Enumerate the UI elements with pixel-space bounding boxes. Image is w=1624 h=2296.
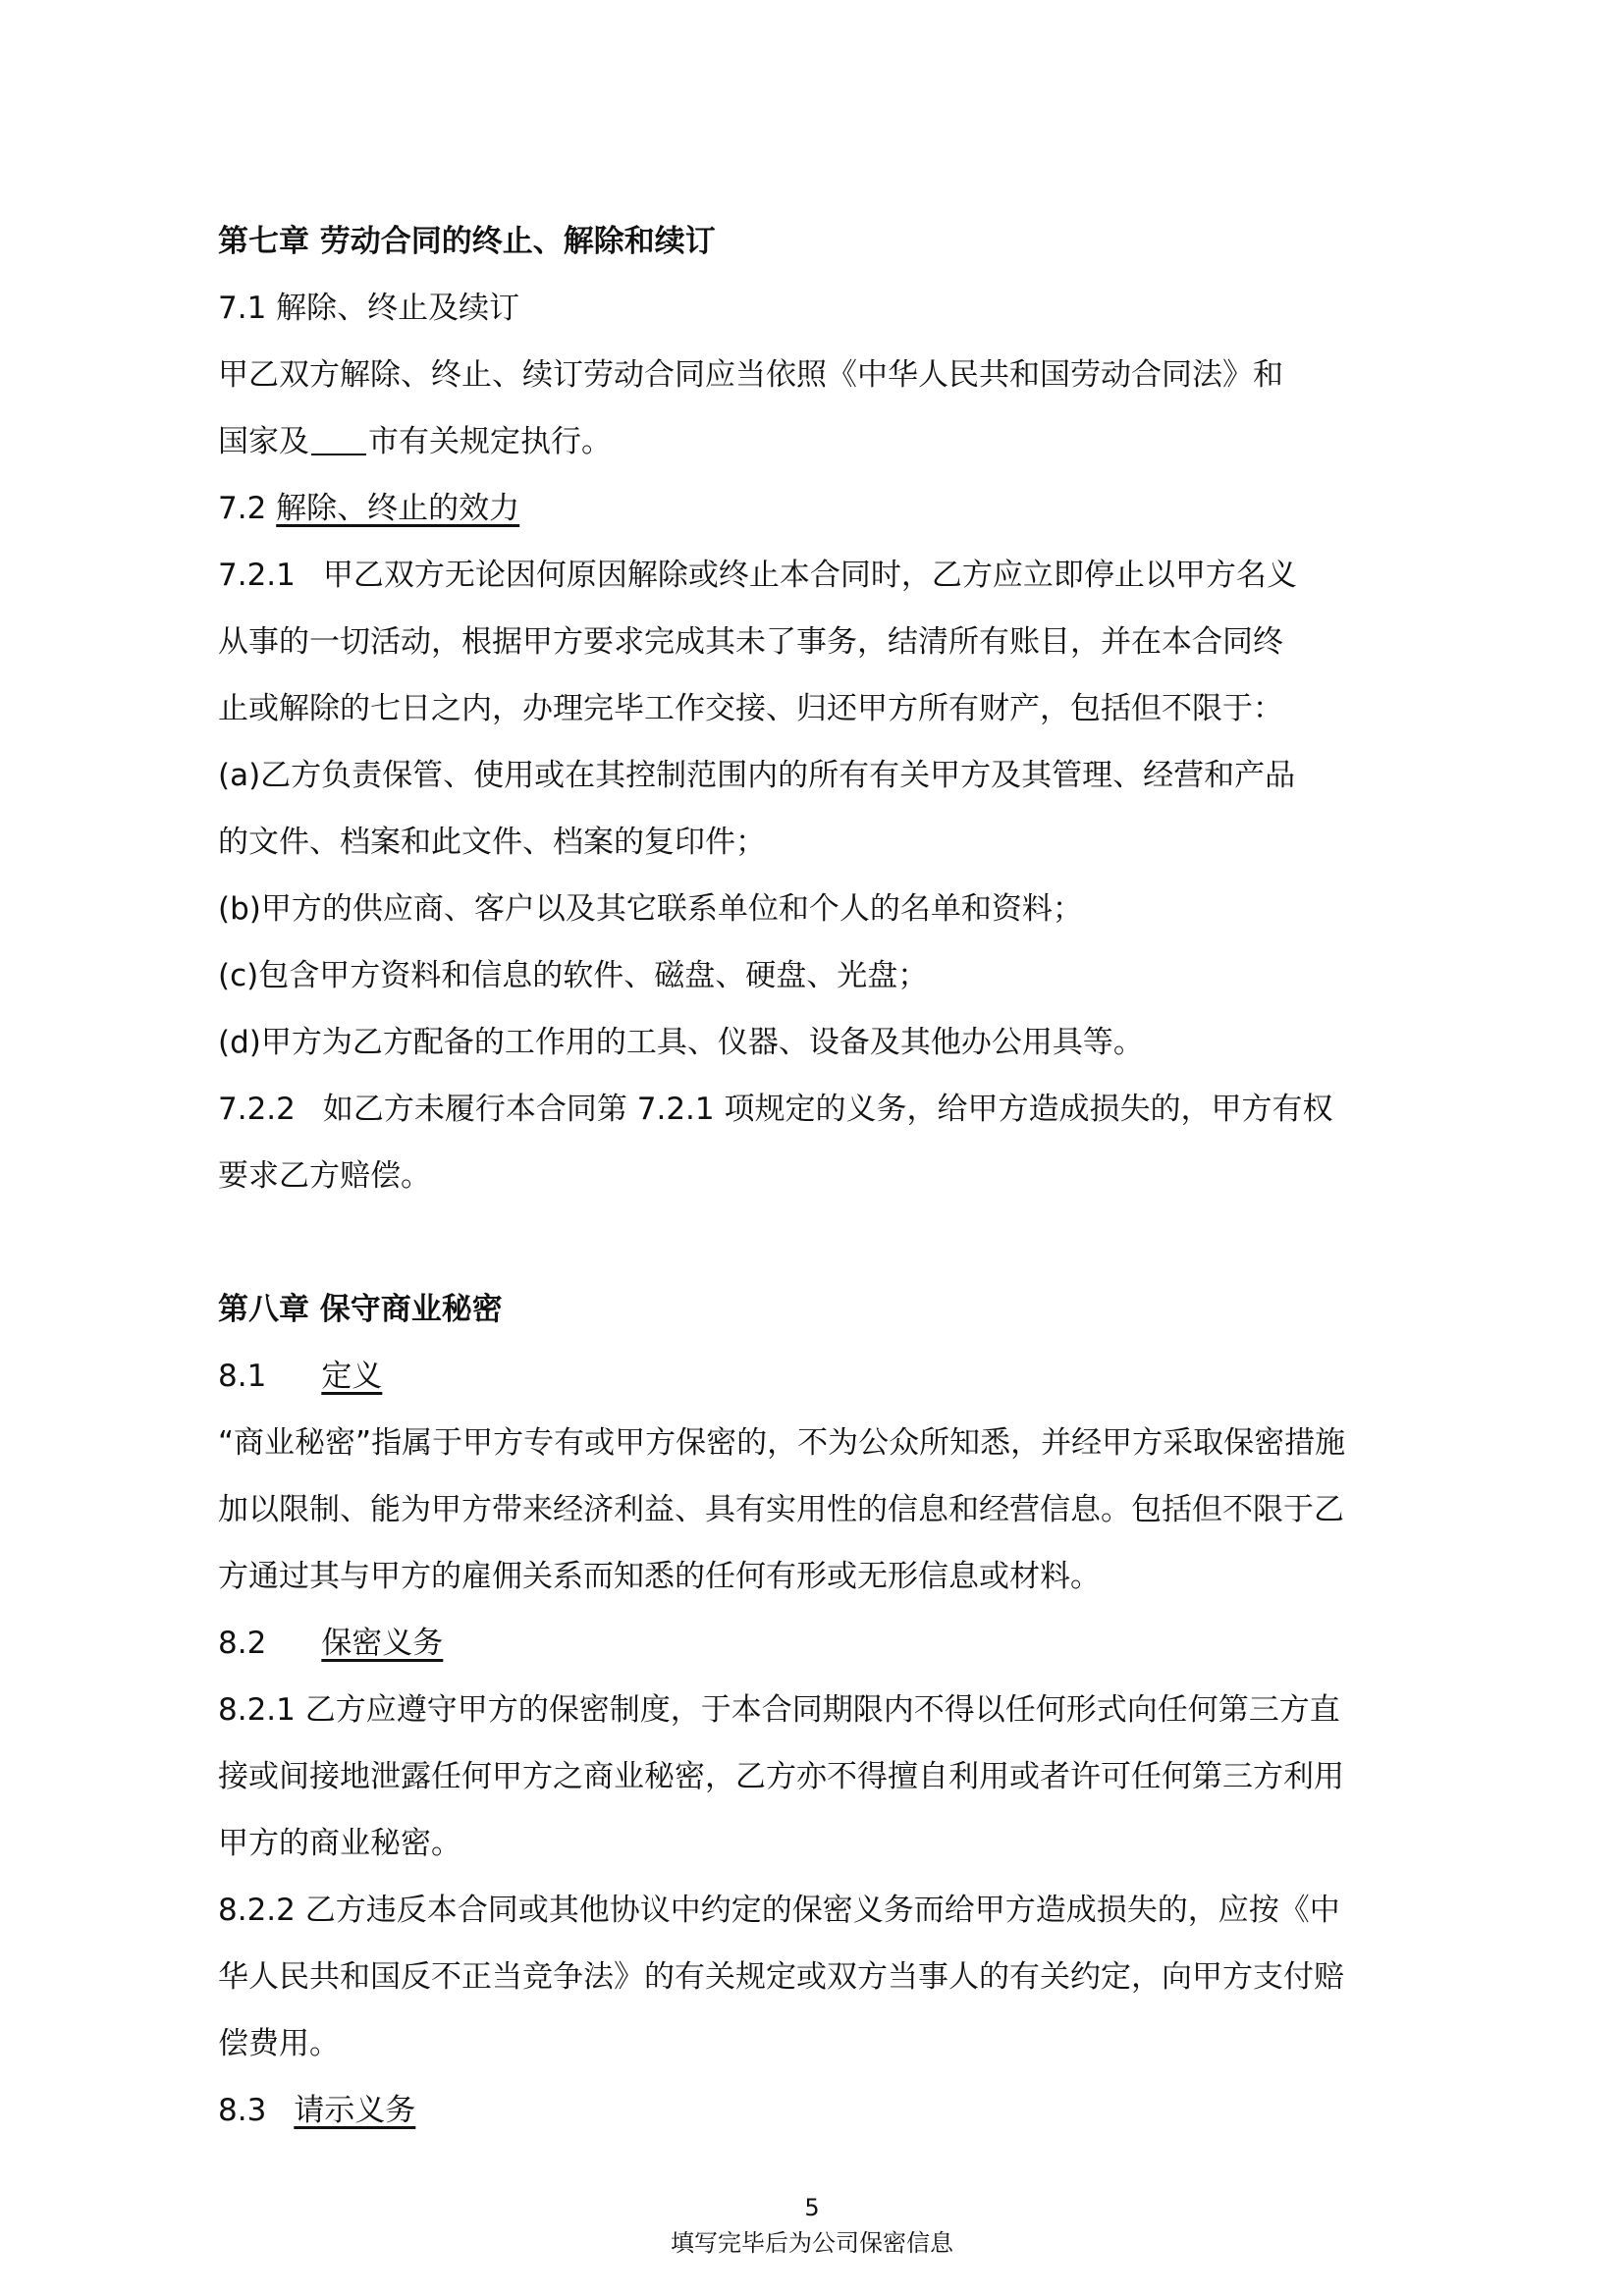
footer-note: 填写完毕后为公司保密信息 [671,2229,953,2257]
document-body [218,208,1445,2144]
list-item: (a)乙方负责保管、使用或在其控制范围内的所有有关甲方及其管理、经营和产品 [218,758,1296,793]
section-8-3-number: 8.3 [218,2093,267,2128]
page-number: 5 [804,2194,820,2221]
paragraph-line: 华人民共和国反不正当竞争法》的有关规定或双方当事人的有关约定，向甲方支付赔 [218,1959,1344,1995]
paragraph-line: “商业秘密”指属于甲方专有或甲方保密的，不为公众所知悉，并经甲方采取保密措施 [218,1425,1346,1461]
text-segment: 市有关规定执行。 [368,424,612,459]
paragraph-line: 加以限制、能为甲方带来经济利益、具有实用性的信息和经营信息。包括但不限于乙 [218,1492,1344,1527]
paragraph-line: 8.2.1 乙方应遵守甲方的保密制度，于本合同期限内不得以任何形式向任何第三方直 [218,1692,1340,1728]
paragraph-line: 甲乙双方解除、终止、续订劳动合同应当依照《中华人民共和国劳动合同法》和 [218,357,1283,393]
chapter-8-heading: 第八章 保守商业秘密 [218,1292,503,1327]
paragraph-line: 甲方的商业秘密。 [218,1826,461,1861]
section-8-2-title: 保密义务 [321,1626,444,1661]
paragraph-line: 从事的一切活动，根据甲方要求完成其未了事务，结清所有账目，并在本合同终 [218,624,1283,660]
section-8-1-heading [218,1343,1445,1410]
paragraph-line: 要求乙方赔偿。 [218,1158,431,1194]
section-7-2-title: 解除、终止的效力 [276,491,520,526]
paragraph-line: 接或间接地泄露任何甲方之商业秘密，乙方亦不得擅自利用或者许可任何第三方利用 [218,1759,1344,1794]
section-7-2-heading [218,475,1445,542]
section-8-1-number: 8.1 [218,1359,267,1394]
paragraph-line: 方通过其与甲方的雇佣关系而知悉的任何有形或无形信息或材料。 [218,1559,1101,1594]
chapter-7-heading: 第七章 劳动合同的终止、解除和续订 [218,224,716,259]
list-item: (b)甲方的供应商、客户以及其它联系单位和个人的名单和资料； [218,891,1083,927]
paragraph-line: 偿费用。 [218,2026,340,2061]
clause-7-2-2-number: 7.2.2 [218,1092,296,1127]
text-segment: 国家及 [218,424,309,459]
fill-in-blank [311,424,366,455]
paragraph-line: 止或解除的七日之内，办理完毕工作交接、归还甲方所有财产，包括但不限于： [218,691,1283,726]
section-7-2-number: 7.2 [218,491,267,526]
section-8-3-heading [218,2077,1445,2144]
section-8-2-heading [218,1610,1445,1677]
section-7-1-heading [218,275,1445,342]
section-8-2-number: 8.2 [218,1626,267,1661]
paragraph-line: 8.2.2 乙方违反本合同或其他协议中约定的保密义务而给甲方造成损失的，应按《中 [218,1893,1340,1928]
clause-7-2-1-number: 7.2.1 [218,558,296,593]
spacer [218,1209,1445,1276]
list-item: 的文件、档案和此文件、档案的复印件； [218,825,766,860]
text-segment: 甲乙双方无论因何原因解除或终止本合同时，乙方应立即停止以甲方名义 [322,558,1297,593]
section-7-1-number: 7.1 [218,291,267,326]
paragraph-line [218,408,1445,475]
paragraph-line [218,1076,1445,1143]
list-item: (d)甲方为乙方配备的工作用的工具、仪器、设备及其他办公用具等。 [218,1025,1144,1060]
list-item: (c)包含甲方资料和信息的软件、磁盘、硬盘、光盘； [218,958,929,993]
section-8-3-title: 请示义务 [294,2093,416,2128]
text-segment: 如乙方未履行本合同第 7.2.1 项规定的义务，给甲方造成损失的，甲方有权 [322,1092,1333,1127]
section-7-1-title: 解除、终止及续订 [276,291,520,326]
paragraph-line [218,542,1445,609]
section-8-1-title: 定义 [321,1359,383,1394]
